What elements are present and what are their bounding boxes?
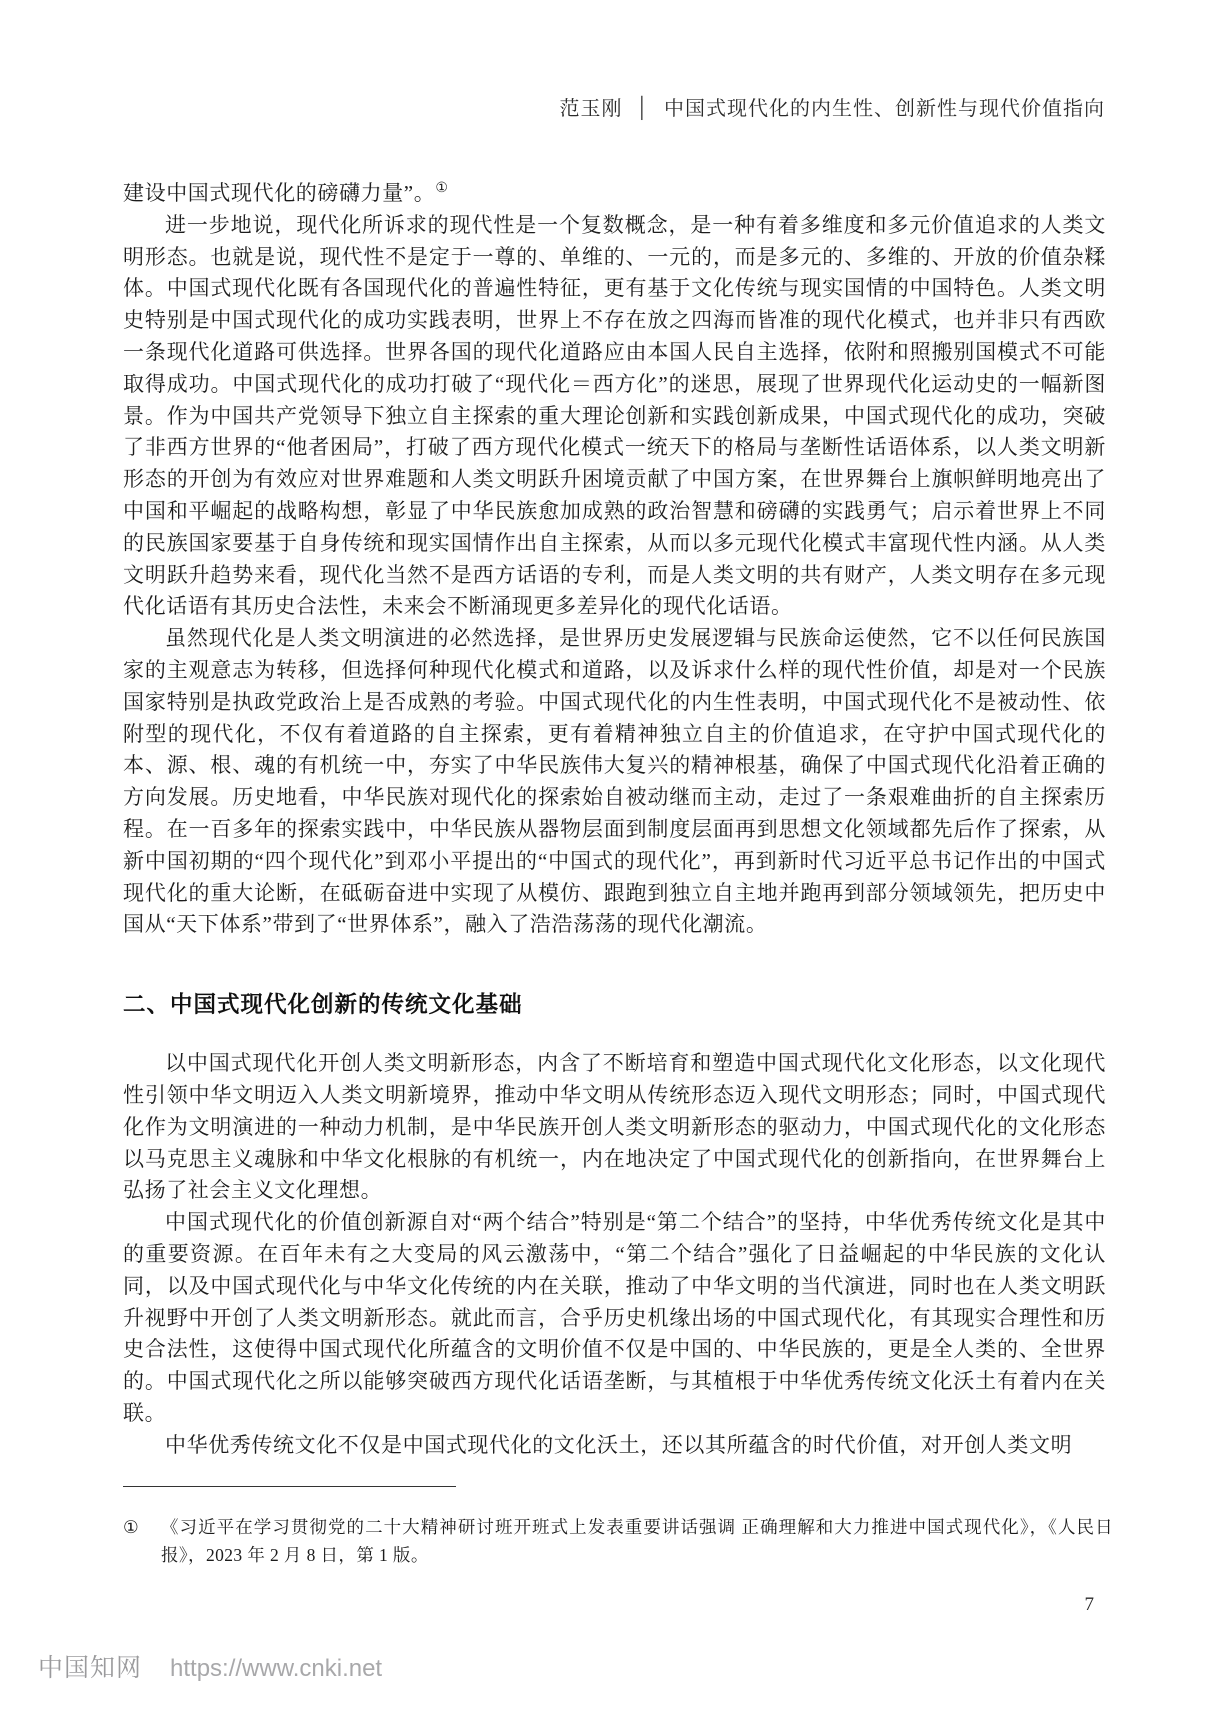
cnki-watermark [38, 1648, 382, 1684]
paragraph-continuation [123, 178, 1106, 210]
page-number: 7 [1084, 1594, 1094, 1615]
footnote-divider [123, 1486, 456, 1487]
running-head-separator: │ [636, 97, 650, 119]
cnki-site-url: https://www.cnki.net [170, 1655, 383, 1682]
article-body [123, 178, 1106, 1461]
paragraph: 进一步地说，现代化所诉求的现代性是一个复数概念，是一种有着多维度和多元价值追求的人类文明形态。也就是说，现代性不是定于一尊的、单维的、一元的，而是多元的、多维的、开放的价值杂糅体。中国式现代化既有各国现代化的普遍性特征，更有基于文化传统与现实国情的中国特色。人类文明史特别是中国式现代化的成功实践表明，世界上不存在放之四海而皆准的现代化模式，也并非只有西欧一条现代化道路可供选择。世界各国的现代化道路应由本国人民自主选择，依附和照搬别国模式不可能取得成功。中国式现代化的成功打破了“现代化＝西方化”的迷思，展现了世界现代化运动史的一幅新图景。作为中国共产党领导下独立自主探索的重大理论创新和实践创新成果，中国式现代化的成功，突破了非西方世界的“他者困局”，打破了西方现代化模式一统天下的格局与垄断性话语体系，以人类文明新形态的开创为有效应对世界难题和人类文明跃升困境贡献了中国方案，在世界舞台上旗帜鲜明地亮出了中国和平崛起的战略构想，彰显了中华民族愈加成熟的政治智慧和磅礴的实践勇气；启示着世界上不同的民族国家要基于自身传统和现实国情作出自主探索，从而以多元现代化模式丰富现代性内涵。从人类文明跃升趋势来看，现代化当然不是西方话语的专利，而是人类文明的共有财产，人类文明存在多元现代化话语有其历史合法性，未来会不断涌现更多差异化的现代化话语。 [123, 212, 1106, 619]
footnote-marker: ① [123, 1517, 140, 1537]
footnote-text: 《习近平在学习贯彻党的二十大精神研讨班开班式上发表重要讲话强调 正确理解和大力推进中国式现代化》，《人民日报》，2023 年 2 月 8 日，第 1 版。 [161, 1517, 1113, 1565]
section-heading: 二、中国式现代化创新的传统文化基础 [123, 992, 523, 1018]
paragraph: 中华优秀传统文化不仅是中国式现代化的文化沃土，还以其所蕴含的时代价值，对开创人类文明 [165, 1432, 1073, 1457]
paragraph-text: 建设中国式现代化的磅礴力量”。 [123, 181, 436, 205]
running-head-title: 中国式现代化的内生性、创新性与现代价值指向 [664, 98, 1105, 120]
paragraph: 中国式现代化的价值创新源自对“两个结合”特别是“第二个结合”的坚持，中华优秀传统文化是其中的重要资源。在百年未有之大变局的风云激荡中，“第二个结合”强化了日益崛起的中华民族的文化认同，以及中国式现代化与中华文化传统的内在关联，推动了中华文明的当代演进，同时也在人类文明跃升视野中开创了人类文明新形态。就此而言，合乎历史机缘出场的中国式现代化，有其现实合理性和历史合法性，这使得中国式现代化所蕴含的文明价值不仅是中国的、中华民族的，更是全人类的、全世界的。中国式现代化之所以能够突破西方现代化话语垄断，与其植根于中华优秀传统文化沃土有着内在关联。 [123, 1210, 1106, 1425]
footnote [123, 1513, 1113, 1569]
paragraph: 虽然现代化是人类文明演进的必然选择，是世界历史发展逻辑与民族命运使然，它不以任何民族国家的主观意志为转移，但选择何种现代化模式和道路，以及诉求什么样的现代性价值，却是对一个民族国家特别是执政党政治上是否成熟的考验。中国式现代化的内生性表明，中国式现代化不是被动性、依附型的现代化，不仅有着道路的自主探索，更有着精神独立自主的价值追求，在守护中国式现代化的本、源、根、魂的有机统一中，夯实了中华民族伟大复兴的精神根基，确保了中国式现代化沿着正确的方向发展。历史地看，中华民族对现代化的探索始自被动继而主动，走过了一条艰难曲折的自主探索历程。在一百多年的探索实践中，中华民族从器物层面到制度层面再到思想文化领域都先后作了探索，从新中国初期的“四个现代化”到邓小平提出的“中国式的现代化”，再到新时代习近平总书记作出的中国式现代化的重大论断，在砥砺奋进中实现了从模仿、跟跑到独立自主地并跑再到部分领域领先，把历史中国从“天下体系”带到了“世界体系”，融入了浩浩荡荡的现代化潮流。 [123, 626, 1106, 937]
footnote-ref-marker: ① [435, 181, 448, 196]
running-head-author: 范玉刚 [559, 98, 623, 120]
cnki-site-name: 中国知网 [38, 1654, 143, 1682]
paragraph: 以中国式现代化开创人类文明新形态，内含了不断培育和塑造中国式现代化文化形态，以文化现代性引领中华文明迈入人类文明新境界，推动中华文明从传统形态迈入现代文明形态；同时，中国式现代化作为文明演进的一种动力机制，是中华民族开创人类文明新形态的驱动力，中国式现代化的文化形态以马克思主义魂脉和中华文化根脉的有机统一，内在地决定了中国式现代化的创新指向，在世界舞台上弘扬了社会主义文化理想。 [123, 1051, 1106, 1203]
running-head [560, 92, 1106, 121]
